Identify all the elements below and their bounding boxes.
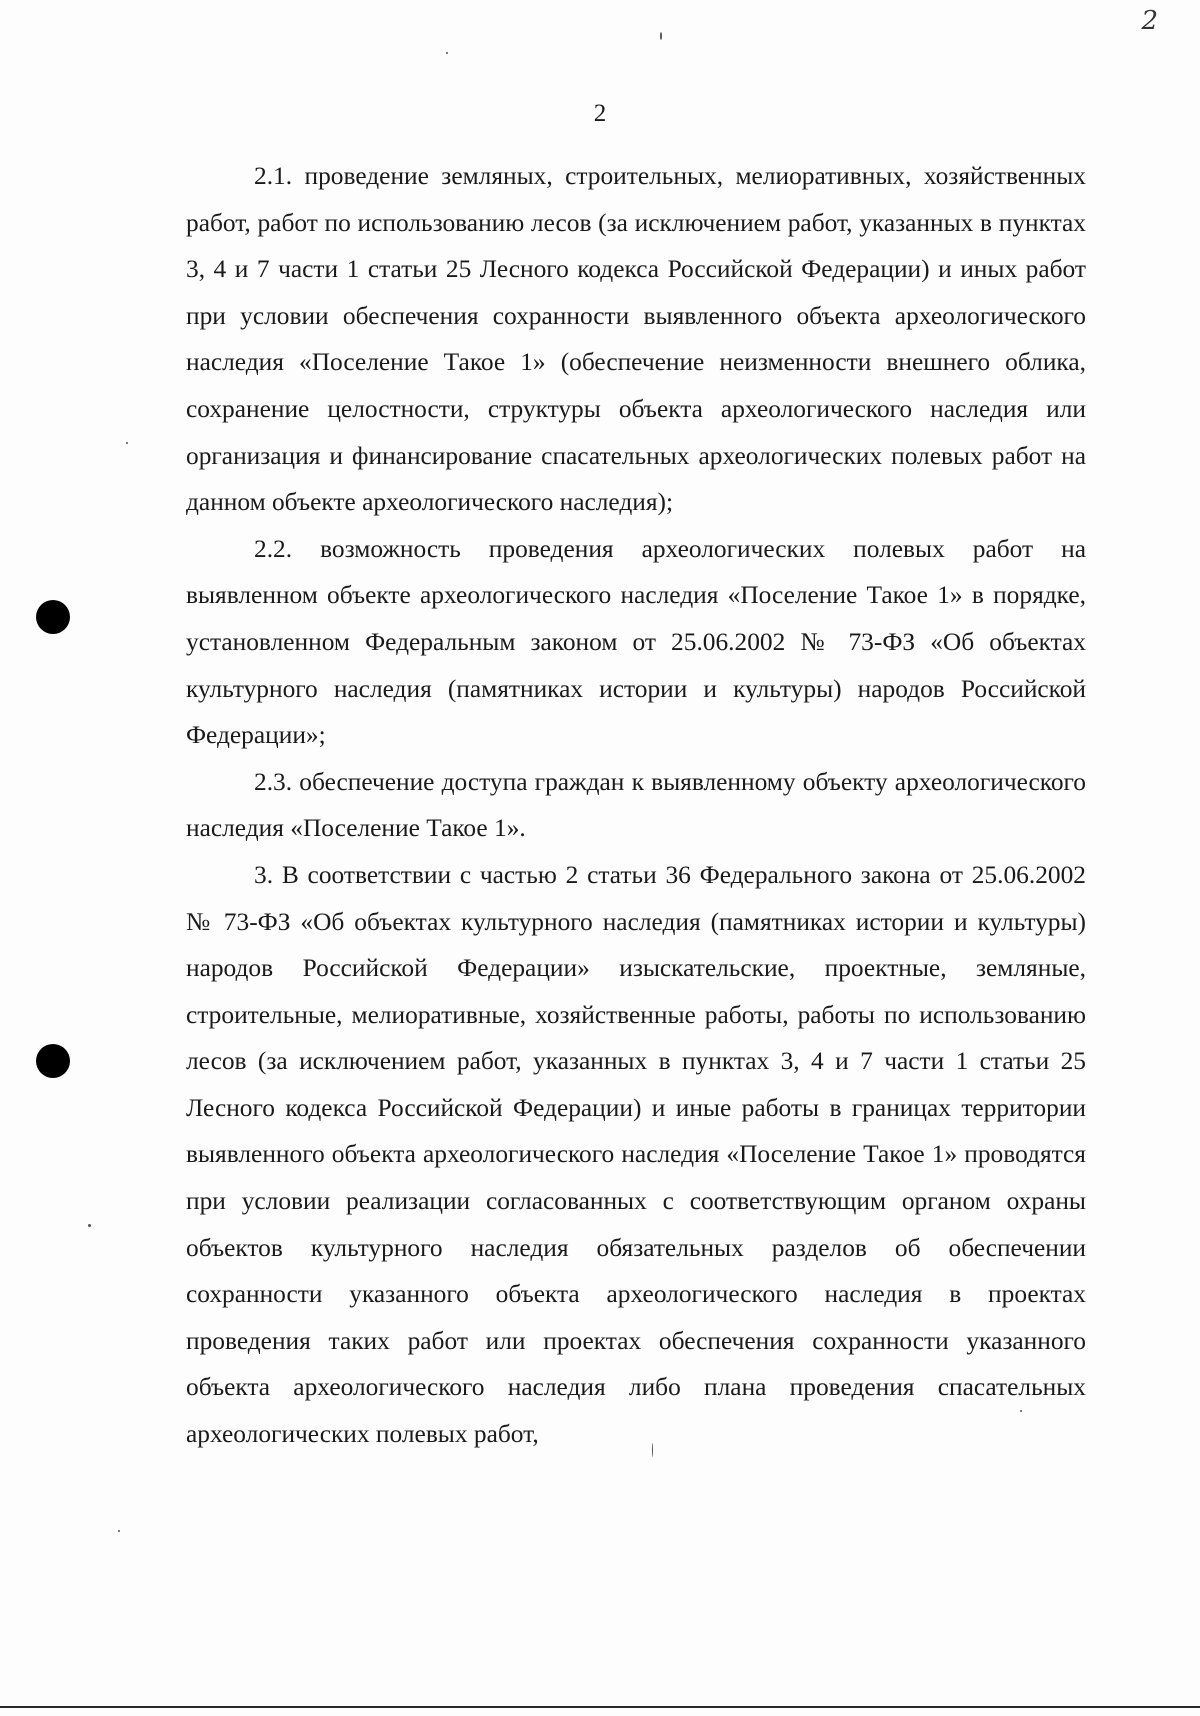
paragraph-3: 3. В соответствии с частью 2 статьи 36 Федерального закона от 25.06.2002 № 73-ФЗ «Об объектах культурного наследия (памятниках истории и культуры) народов Российской Федерации» изыскательские, проектные, земляные, строительные, мелиоративные, хозяйственные работы, работы по использованию лесов (за исключением работ, указанных в пунктах 3, 4 и 7 части 1 статьи 25 Лесного кодекса Российской Федерации) и иные работы в границах территории выявленного объекта археологического наследия «Поселение Такое 1» проводятся при условии реализации согласованных с соответствующим органом охраны объектов культурного наследия обязательных разделов об обеспечении сохранности указанного объекта археологического наследия в проектах проведения таких работ или проектах обеспечения сохранности указанного объекта археологического наследия либо плана проведения спасательных археологических полевых работ, bbox=[186, 860, 1086, 1449]
scan-speck bbox=[660, 32, 662, 40]
paragraph-2-1: 2.1. проведение земляных, строительных, мелиоративных, хозяйственных работ, работ по использованию лесов (за исключением работ, указанных в пунктах 3, 4 и 7 части 1 статьи 25 Лесного кодекса Российской Федерации) и иных работ при условии обеспечения сохранности выявленного объекта археологического наследия «Поселение Такое 1» (обеспечение неизменности внешнего облика, сохранение целостности, структуры объекта археологического наследия или организация и финансирование спасательных археологических полевых работ на данном объекте археологического наследия); bbox=[186, 162, 1086, 517]
scan-speck bbox=[1020, 1410, 1022, 1412]
scan-speck bbox=[446, 52, 448, 54]
page-number: 2 bbox=[593, 100, 607, 127]
paragraph-2-2: 2.2. возможность проведения археологических полевых работ на выявленном объекте археологического наследия «Поселение Такое 1» в порядке, установленном Федеральным законом от 25.06.2002 № 73-ФЗ «Об объектах культурного наследия (памятниках истории и культуры) народов Российской Федерации»; bbox=[186, 534, 1086, 750]
scan-speck bbox=[118, 1530, 120, 1532]
handwritten-page-mark: 2 bbox=[1141, 6, 1158, 36]
punch-hole-upper bbox=[36, 600, 70, 634]
scan-speck bbox=[126, 442, 128, 444]
punch-hole-lower bbox=[36, 1044, 70, 1078]
scan-speck bbox=[652, 1443, 653, 1457]
scan-speck bbox=[88, 1224, 91, 1227]
document-body bbox=[186, 153, 1086, 1458]
paragraph-2-3: 2.3. обеспечение доступа граждан к выявленному объекту археологического наследия «Поселение Такое 1». bbox=[186, 767, 1086, 843]
scan-edge-line bbox=[0, 1706, 1200, 1708]
